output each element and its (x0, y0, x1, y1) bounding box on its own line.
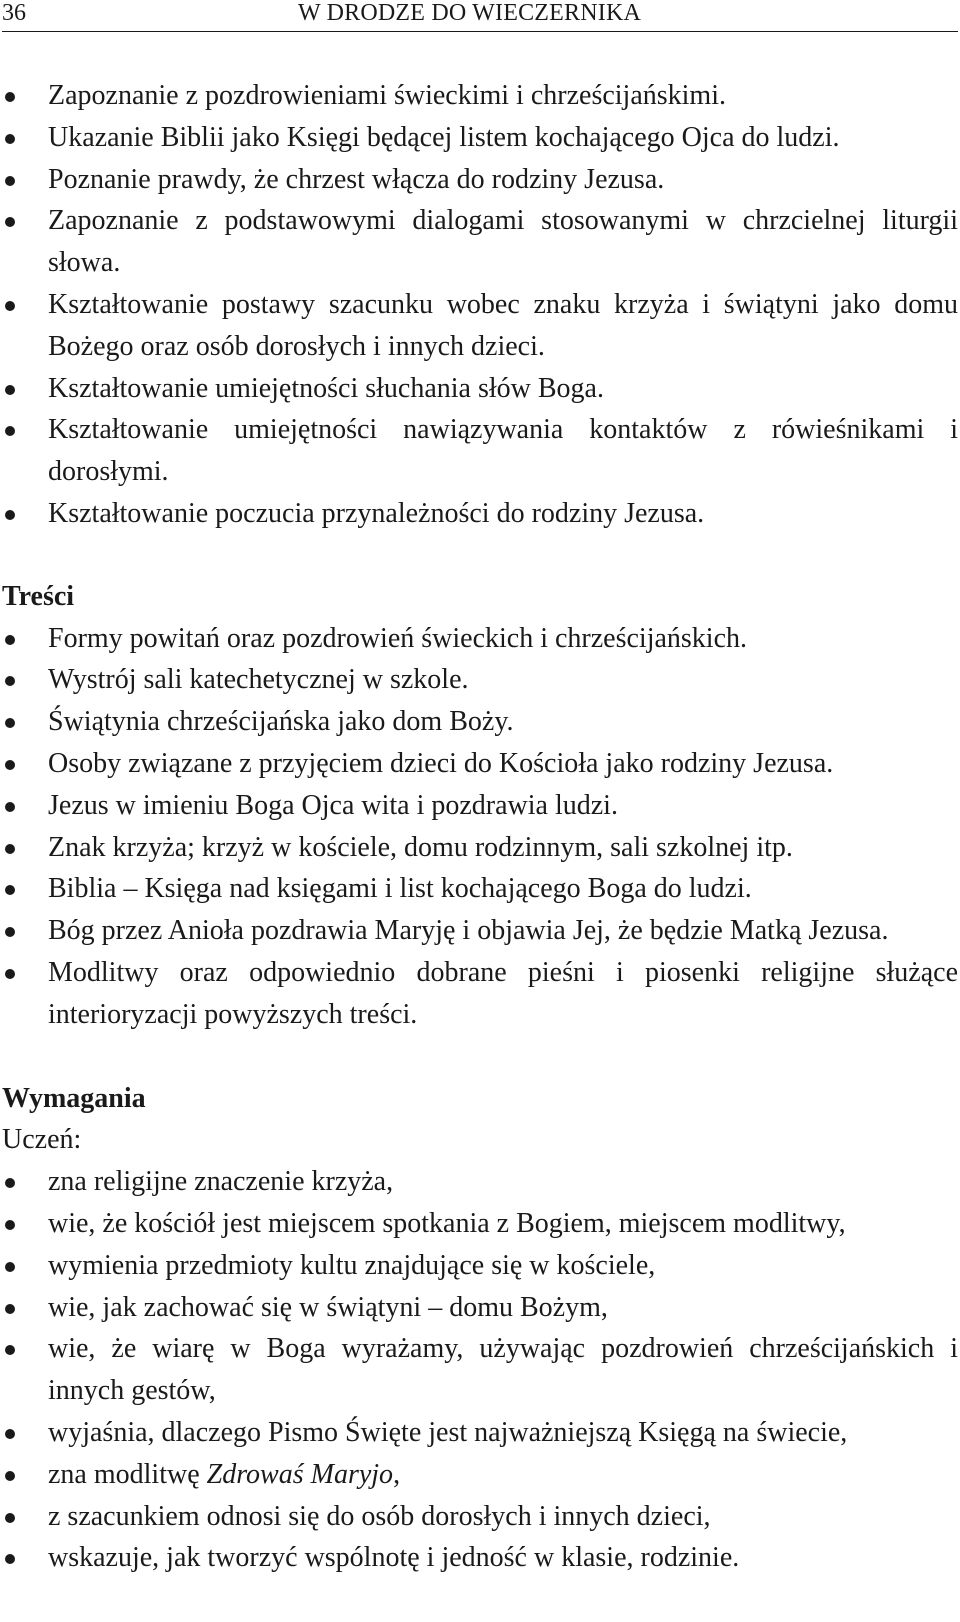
list-item: Zapoznanie z pozdrowieniami świeckimi i chrześcijańskimi. (0, 75, 958, 117)
bullet-icon (5, 1178, 15, 1188)
running-title: W DRODZE DO WIECZERNIKA (298, 0, 642, 26)
bullet-icon (5, 1220, 15, 1230)
section-spacer (0, 535, 958, 576)
list-item: Modlitwy oraz odpowiednio dobrane pieśni i piosenki religijne służące interioryzacji powyższych treści. (0, 952, 958, 1036)
bullet-icon (5, 1513, 15, 1523)
bullet-icon (5, 844, 15, 854)
bullet-icon (5, 92, 15, 102)
bullet-icon (5, 885, 15, 895)
section-spacer (0, 1036, 958, 1078)
bullet-icon (5, 676, 15, 686)
bullet-icon (5, 426, 15, 436)
bullet-icon (5, 1429, 15, 1439)
contents-list (0, 618, 958, 1036)
bullet-icon (5, 1345, 15, 1355)
bullet-icon (5, 927, 15, 937)
list-item: Kształtowanie umiejętności nawiązywania kontaktów z rówieśnikami i dorosłymi. (0, 409, 958, 493)
page-content (0, 75, 958, 1579)
list-item: Wystrój sali katechetycznej w szkole. (0, 659, 958, 701)
bullet-icon (5, 301, 15, 311)
page-number: 36 (2, 0, 26, 26)
list-item: Formy powitań oraz pozdrowień świeckich i chrześcijańskich. (0, 618, 958, 660)
running-header (2, 0, 958, 32)
list-item: Biblia – Księga nad księgami i list kochającego Boga do ludzi. (0, 868, 958, 910)
bullet-icon (5, 1304, 15, 1314)
requirements-list (0, 1161, 958, 1579)
list-item: Zapoznanie z podstawowymi dialogami stosowanymi w chrzcielnej liturgii słowa. (0, 200, 958, 284)
prayer-title: Zdrowaś Maryjo (206, 1458, 394, 1490)
bullet-icon (5, 802, 15, 812)
list-item: Kształtowanie postawy szacunku wobec znaku krzyża i świątyni jako domu Bożego oraz osób dorosłych i innych dzieci. (0, 284, 958, 368)
section-heading-tresci: Treści (2, 580, 75, 612)
bullet-icon (5, 718, 15, 728)
bullet-icon (5, 385, 15, 395)
list-item: Bóg przez Anioła pozdrawia Maryję i objawia Jej, że będzie Matką Jezusa. (0, 910, 958, 952)
list-item: wskazuje, jak tworzyć wspólnotę i jedność w klasie, rodzinie. (0, 1537, 958, 1579)
list-item: Kształtowanie poczucia przynależności do rodziny Jezusa. (0, 493, 958, 535)
bullet-icon (5, 176, 15, 186)
prayer-suffix: , (393, 1458, 401, 1490)
bullet-icon (5, 1554, 15, 1564)
list-item-text: zna modlitwę (48, 1458, 200, 1490)
requirements-intro: Uczeń: (2, 1124, 82, 1156)
list-item: Osoby związane z przyjęciem dzieci do Kościoła jako rodziny Jezusa. (0, 743, 958, 785)
bullet-icon (5, 510, 15, 520)
list-item: wyjaśnia, dlaczego Pismo Święte jest najważniejszą Księgą na świecie, (0, 1412, 958, 1454)
list-item: wie, jak zachować się w świątyni – domu Bożym, (0, 1287, 958, 1329)
section-heading-wymagania: Wymagania (2, 1082, 146, 1114)
list-item (0, 1454, 958, 1496)
bullet-icon (5, 217, 15, 227)
bullet-icon (5, 1471, 15, 1481)
list-item: Świątynia chrześcijańska jako dom Boży. (0, 701, 958, 743)
bullet-icon (5, 760, 15, 770)
list-item: zna religijne znaczenie krzyża, (0, 1161, 958, 1203)
bullet-icon (5, 969, 15, 979)
list-item: Znak krzyża; krzyż w kościele, domu rodzinnym, sali szkolnej itp. (0, 827, 958, 869)
list-item: Kształtowanie umiejętności słuchania słów Boga. (0, 368, 958, 410)
list-item: Ukazanie Biblii jako Księgi będącej listem kochającego Ojca do ludzi. (0, 117, 958, 159)
objectives-list (0, 75, 958, 535)
bullet-icon (5, 134, 15, 144)
list-item: Poznanie prawdy, że chrzest włącza do rodziny Jezusa. (0, 159, 958, 201)
bullet-icon (5, 1262, 15, 1272)
bullet-icon (5, 635, 15, 645)
list-item: wie, że wiarę w Boga wyrażamy, używając pozdrowień chrześcijańskich i innych gestów, (0, 1328, 958, 1412)
list-item: Jezus w imieniu Boga Ojca wita i pozdrawia ludzi. (0, 785, 958, 827)
list-item: z szacunkiem odnosi się do osób dorosłych i innych dzieci, (0, 1496, 958, 1538)
list-item: wymienia przedmioty kultu znajdujące się w kościele, (0, 1245, 958, 1287)
list-item: wie, że kościół jest miejscem spotkania z Bogiem, miejscem modlitwy, (0, 1203, 958, 1245)
